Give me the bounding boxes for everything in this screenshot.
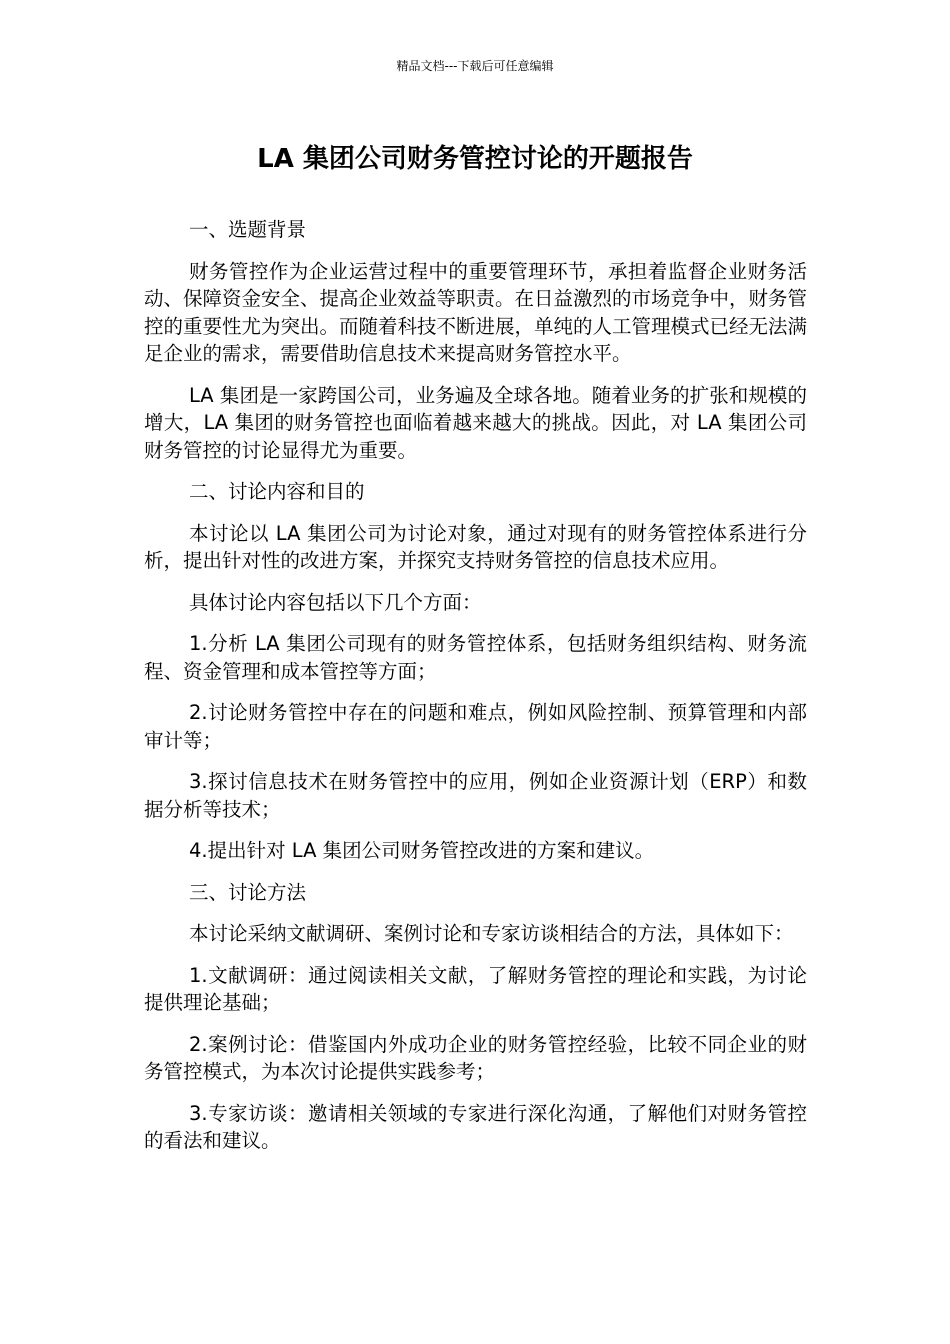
header-note: 精品文档---下载后可任意编辑 [396,59,554,73]
list-item-content-2: 2.讨论财务管控中存在的问题和难点，例如风险控制、预算管理和内部审计等； [144,701,807,752]
list-item-content-3: 3.探讨信息技术在财务管控中的应用，例如企业资源计划（ERP）和数据分析等技术； [144,770,807,821]
list-item-content-1: 1.分析 LA 集团公司现有的财务管控体系，包括财务组织结构、财务流程、资金管理和成本管控等方面； [144,632,807,683]
section-heading-background: 一、选题背景 [189,218,307,241]
list-item-method-3: 3.专家访谈：邀请相关领域的专家进行深化沟通，了解他们对财务管控的看法和建议。 [144,1101,807,1152]
list-item-method-2: 2.案例讨论：借鉴国内外成功企业的财务管控经验，比较不同企业的财务管控模式，为本次讨论提供实践参考； [144,1032,807,1083]
section-heading-content: 二、讨论内容和目的 [189,480,365,503]
paragraph-method-1: 本讨论采纳文献调研、案例讨论和专家访谈相结合的方法，具体如下： [189,922,794,945]
document-body [144,216,807,1169]
section-heading-method: 三、讨论方法 [189,880,307,904]
paragraph-background-1: 财务管控作为企业运营过程中的重要管理环节，承担着监督企业财务活动、保障资金安全、提高企业效益等职责。在日益激烈的市场竞争中，财务管控的重要性尤为突出。而随着科技不断进展，单纯的人工管理模式已经无法满足企业的需求，需要借助信息技术来提高财务管控水平。 [144,259,808,365]
paragraph-background-2: LA 集团是一家跨国公司，业务遍及全球各地。随着业务的扩张和规模的增大，LA 集团的财务管控也面临着越来越大的挑战。因此，对 LA 集团公司财务管控的讨论显得尤为重要。 [144,383,807,462]
list-item-content-4: 4.提出针对 LA 集团公司财务管控改进的方案和建议。 [189,839,655,862]
list-item-method-1: 1.文献调研：通过阅读相关文献，了解财务管控的理论和实践，为讨论提供理论基础； [144,963,807,1014]
paragraph-content-2: 具体讨论内容包括以下几个方面： [189,590,482,614]
paragraph-content-1: 本讨论以 LA 集团公司为讨论对象，通过对现有的财务管控体系进行分析，提出针对性的改进方案，并探究支持财务管控的信息技术应用。 [144,521,807,572]
document-title: LA 集团公司财务管控讨论的开题报告 [257,144,693,174]
